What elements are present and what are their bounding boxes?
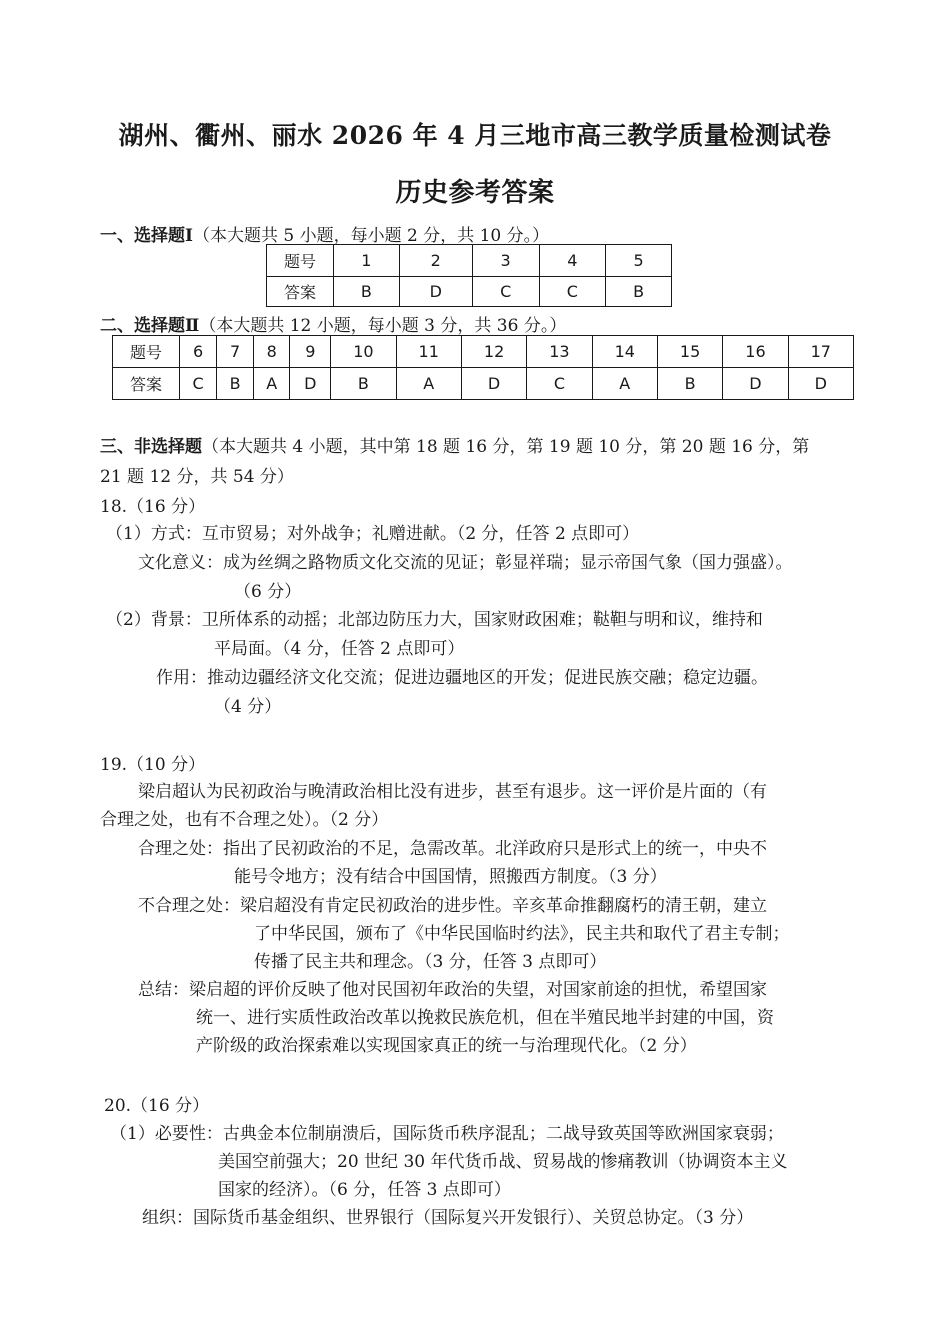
table2-answer: B [331, 368, 396, 400]
table1-answer: C [472, 277, 539, 307]
table2-answer: B [657, 368, 722, 400]
table2-number: 12 [461, 336, 526, 368]
table2-answer: C [527, 368, 592, 400]
table2-answer: C [180, 368, 217, 400]
answer-line: 产阶级的政治探索难以实现国家真正的统一与治理现代化。（2 分） [196, 1036, 697, 1056]
table2-answer: A [396, 368, 461, 400]
page-subtitle: 历史参考答案 [395, 178, 555, 208]
page-title: 湖州、衢州、丽水 2026 年 4 月三地市高三教学质量检测试卷 [118, 121, 832, 150]
table1-number: 5 [606, 245, 672, 277]
section1-note: （本大题共 5 小题，每小题 2 分，共 10 分。） [192, 226, 550, 246]
answer-line: （6 分） [234, 582, 302, 602]
answer-line: 统一、进行实质性政治改革以挽救民族危机，但在半殖民地半封建的中国，资 [196, 1008, 774, 1028]
answer-line: 合理之处，也有不合理之处）。（2 分） [100, 810, 389, 830]
table2-answer: A [253, 368, 290, 400]
table2-number: 15 [657, 336, 722, 368]
table2-number: 11 [396, 336, 461, 368]
answer-line: 平局面。（4 分，任答 2 点即可） [214, 639, 465, 659]
q18-title: 18.（16 分） [100, 497, 206, 517]
q20-title: 20.（16 分） [104, 1096, 210, 1116]
table1-answer: B [606, 277, 672, 307]
section2-answer-table [112, 335, 854, 400]
table2-number: 16 [723, 336, 788, 368]
answer-line: 美国空前强大；20 世纪 30 年代货币战、贸易战的惨痛教训（协调资本主义 [218, 1152, 788, 1172]
answer-line: 合理之处：指出了民初政治的不足，急需改革。北洋政府只是形式上的统一，中央不 [138, 839, 767, 859]
table1-label-number: 题号 [267, 245, 334, 277]
table1-answer: B [334, 277, 400, 307]
table2-label-number: 题号 [113, 336, 180, 368]
table2-number: 8 [253, 336, 290, 368]
answer-line: 梁启超认为民初政治与晚清政治相比没有进步，甚至有退步。这一评价是片面的（有 [138, 782, 767, 802]
table1-number: 1 [334, 245, 400, 277]
table1-label-answer: 答案 [267, 277, 334, 307]
answer-line: 能号令地方；没有结合中国国情，照搬西方制度。（3 分） [234, 867, 667, 887]
answer-line: 传播了民主共和理念。（3 分，任答 3 点即可） [254, 952, 607, 972]
table1-answer: D [399, 277, 472, 307]
answer-line: （1）必要性：古典金本位制崩溃后，国际货币秩序混乱；二战导致英国等欧洲国家衰弱； [110, 1124, 784, 1144]
section1-heading [100, 221, 549, 246]
table2-answer: D [461, 368, 526, 400]
answer-line: 不合理之处：梁启超没有肯定民初政治的进步性。辛亥革命推翻腐朽的清王朝，建立 [138, 896, 767, 916]
table2-number: 17 [788, 336, 853, 368]
answer-line: （1）方式：互市贸易；对外战争；礼赠进献。（2 分，任答 2 点即可） [106, 524, 640, 544]
answer-line: （4 分） [214, 697, 282, 717]
table2-answer: D [723, 368, 788, 400]
section3-heading [100, 432, 809, 457]
table1-number: 3 [472, 245, 539, 277]
table2-answer: A [592, 368, 657, 400]
table2-number: 7 [217, 336, 254, 368]
section2-heading-label: 二、选择题Ⅱ [100, 316, 200, 336]
table1-number: 2 [399, 245, 472, 277]
table2-number: 10 [331, 336, 396, 368]
section3-heading-label: 三、非选择题 [100, 437, 202, 457]
answer-line: 文化意义：成为丝绸之路物质文化交流的见证；彰显祥瑞；显示帝国气象（国力强盛）。 [138, 553, 793, 573]
table2-number: 14 [592, 336, 657, 368]
answer-line: 组织：国际货币基金组织、世界银行（国际复兴开发银行）、关贸总协定。（3 分） [142, 1208, 754, 1228]
table2-answer: D [290, 368, 331, 400]
section1-answer-table [266, 244, 672, 307]
section3-note-continued: 21 题 12 分，共 54 分） [100, 467, 294, 487]
answer-line: （2）背景：卫所体系的动摇；北部边防压力大，国家财政困难；鞑靼与明和议，维持和 [106, 610, 763, 630]
q19-title: 19.（10 分） [100, 755, 206, 775]
answer-line: 国家的经济）。（6 分，任答 3 点即可） [218, 1180, 511, 1200]
section3-note: （本大题共 4 小题，其中第 18 题 16 分，第 19 题 10 分，第 20 题 16 分，第 [202, 437, 810, 457]
section2-heading [100, 311, 566, 336]
table2-number: 9 [290, 336, 331, 368]
answer-line: 作用：推动边疆经济文化交流；促进边疆地区的开发；促进民族交融；稳定边疆。 [156, 668, 768, 688]
table2-number: 13 [527, 336, 592, 368]
table2-label-answer: 答案 [113, 368, 180, 400]
table1-answer: C [539, 277, 606, 307]
section2-note: （本大题共 12 小题，每小题 3 分，共 36 分。） [199, 316, 567, 336]
table1-number: 4 [539, 245, 606, 277]
section1-heading-label: 一、选择题Ⅰ [100, 226, 193, 246]
answer-line: 总结：梁启超的评价反映了他对民国初年政治的失望，对国家前途的担忧，希望国家 [138, 980, 767, 1000]
table2-answer: B [217, 368, 254, 400]
table2-answer: D [788, 368, 853, 400]
table2-number: 6 [180, 336, 217, 368]
answer-line: 了中华民国，颁布了《中华民国临时约法》，民主共和取代了君主专制； [254, 924, 790, 944]
